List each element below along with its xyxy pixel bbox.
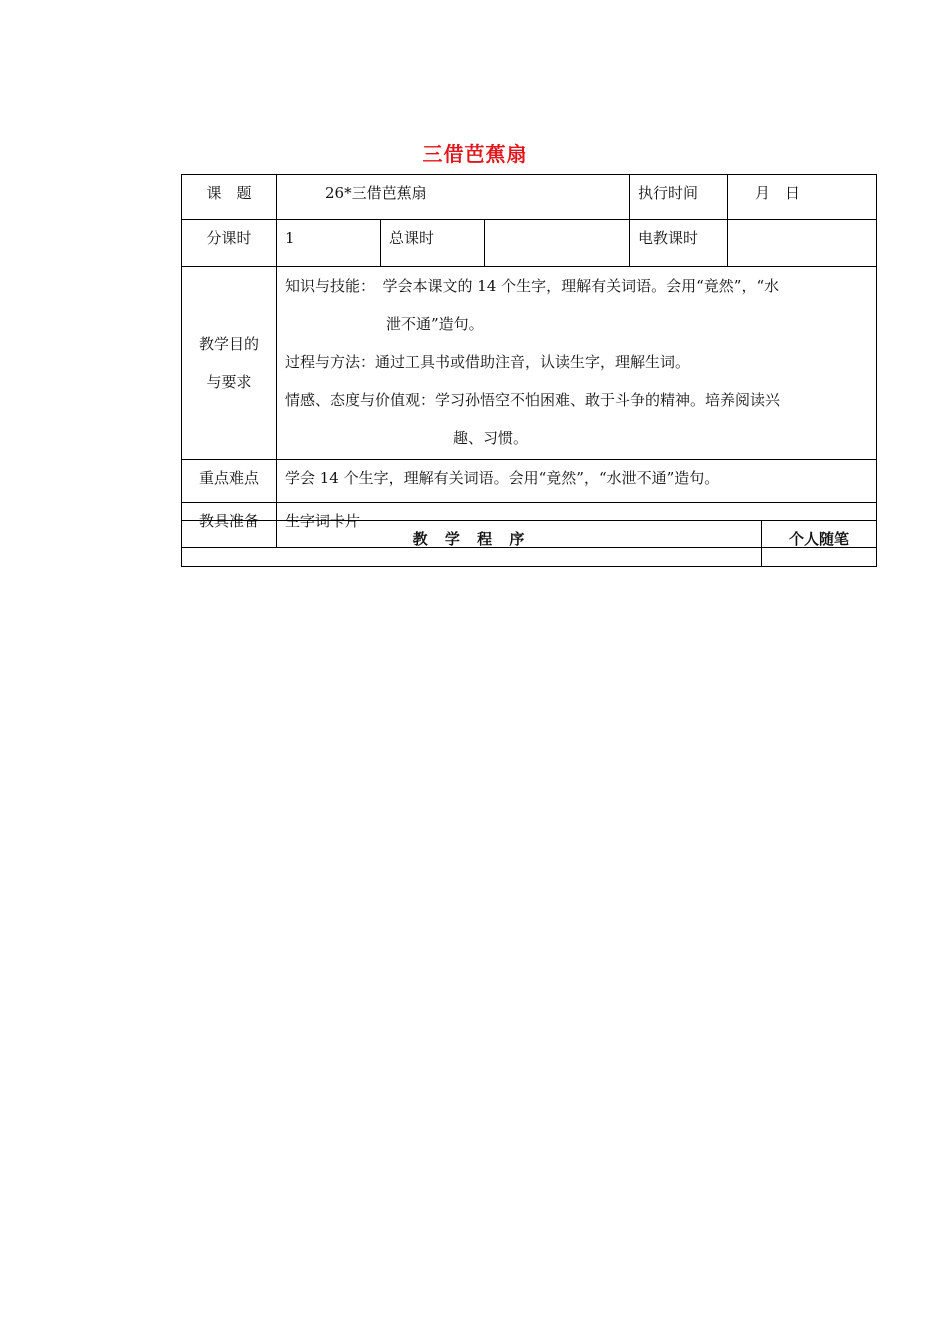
lesson-plan-table — [181, 174, 877, 548]
goals-label — [182, 267, 277, 460]
goals-content — [277, 267, 877, 460]
period-label: 分课时 — [182, 220, 277, 267]
key-points-row — [182, 460, 877, 503]
procedure-table — [181, 520, 877, 567]
goal-emotion-line2: 趣、习惯。 — [453, 429, 529, 447]
key-points-value: 学会 14 个生字，理解有关词语。会用“竟然”，“水泄不通”造句。 — [277, 460, 877, 503]
goals-row — [182, 267, 877, 460]
goals-label-line2: 与要求 — [206, 373, 252, 391]
total-period-label: 总课时 — [381, 220, 485, 267]
exec-time-label: 执行时间 — [630, 175, 728, 220]
total-period-value — [485, 220, 630, 267]
goal-emotion-line1: 情感、态度与价值观：学习孙悟空不怕困难、敢于斗争的精神。培养阅读兴 — [285, 391, 781, 409]
goal-knowledge-line2: 泄不通”造句。 — [386, 315, 484, 333]
page-title: 三借芭蕉扇 — [422, 142, 528, 166]
goal-knowledge-line1: 知识与技能： 学会本课文的 14 个生字，理解有关词语。会用“竟然”，“水 — [285, 277, 780, 295]
tools-label: 教具准备 — [182, 503, 277, 548]
topic-value: 26*三借芭蕉扇 — [277, 175, 630, 220]
exec-time-value: 月 日 — [728, 175, 877, 220]
topic-label: 课 题 — [182, 175, 277, 220]
topic-row — [182, 175, 877, 220]
goal-process: 过程与方法：通过工具书或借助注音，认读生字，理解生词。 — [285, 353, 691, 371]
procedure-header: 教 学 程 序 — [182, 521, 762, 567]
procedure-header-row — [182, 521, 877, 567]
goals-label-line1: 教学目的 — [198, 335, 259, 353]
period-row — [182, 220, 877, 267]
key-points-label: 重点难点 — [182, 460, 277, 503]
e-teaching-value — [728, 220, 877, 267]
tools-value: 生字词卡片 — [277, 503, 877, 548]
e-teaching-label: 电教课时 — [630, 220, 728, 267]
period-value: 1 — [277, 220, 381, 267]
personal-notes-header: 个人随笔 — [762, 521, 877, 567]
